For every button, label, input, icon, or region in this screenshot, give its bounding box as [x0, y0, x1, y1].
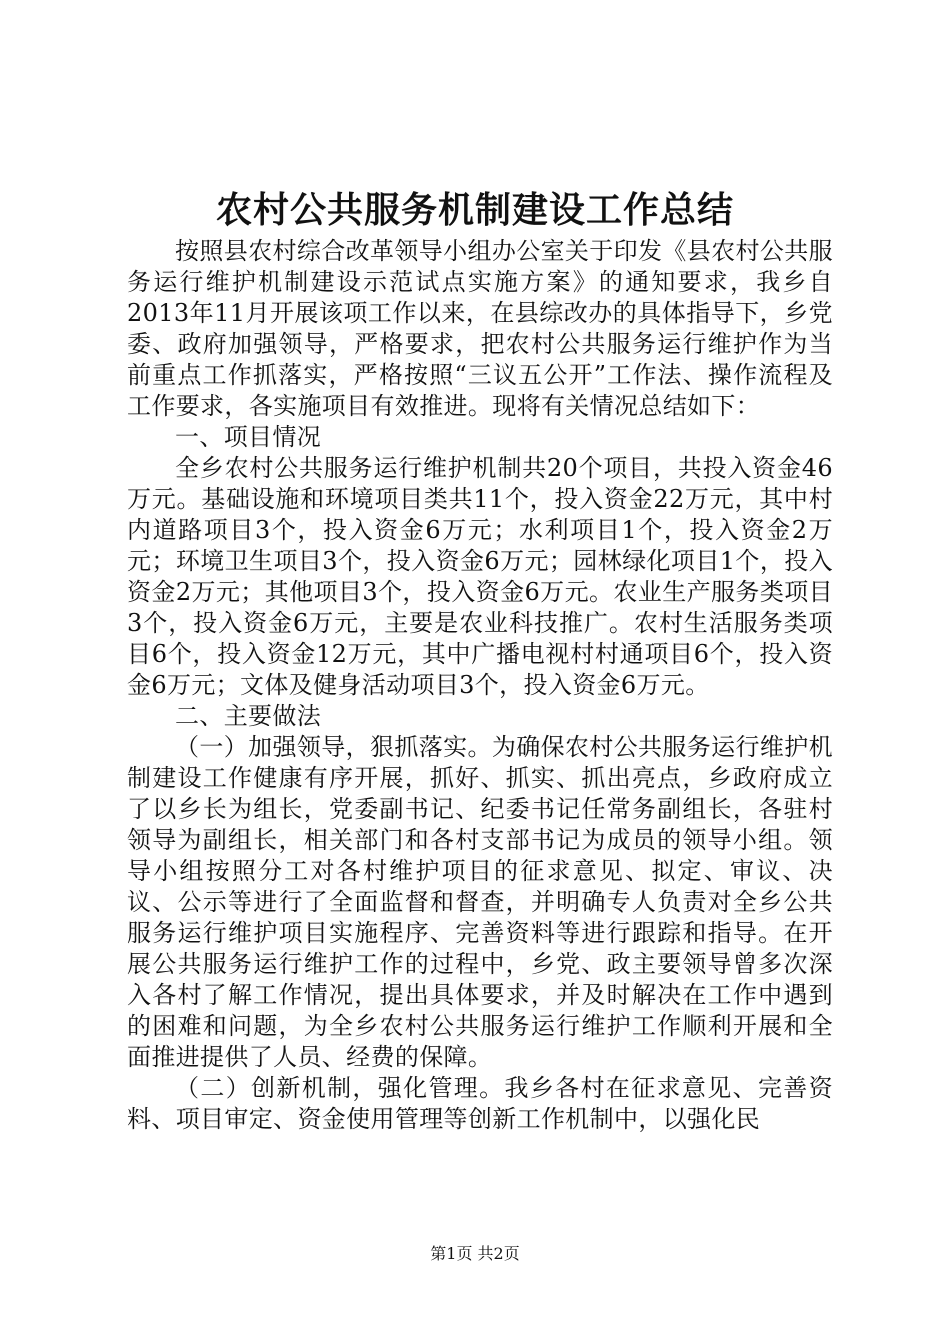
document-body [127, 236, 833, 1135]
section-heading-project-status: 一、项目情况 [175, 423, 322, 451]
page-title: 农村公共服务机制建设工作总结 [215, 189, 734, 231]
section-heading-main-practices: 二、主要做法 [175, 702, 322, 730]
page-footer: 第1页 共2页 [430, 1244, 520, 1263]
practice-one-paragraph: （一）加强领导，狠抓落实。为确保农村公共服务运行维护机制建设工作健康有序开展，抓好、抓实、抓出亮点，乡政府成立了以乡长为组长，党委副书记、纪委书记任常务副组长，各驻村领导为副组长，相关部门和各村支部书记为成员的领导小组。领导小组按照分工对各村维护项目的征求意见、拟定、审议、决议、公示等进行了全面监督和督查，并明确专人负责对全乡公共服务运行维护项目实施程序、完善资料等进行跟踪和指导。在开展公共服务运行维护工作的过程中，乡党、政主要领导曾多次深入各村了解工作情况，提出具体要求，并及时解决在工作中遇到的困难和问题，为全乡农村公共服务运行维护工作顺利开展和全面推进提供了人员、经费的保障。 [127, 733, 833, 1071]
project-status-paragraph: 全乡农村公共服务运行维护机制共20个项目，共投入资金46万元。基础设施和环境项目类共11个，投入资金22万元，其中村内道路项目3个，投入资金6万元；水利项目1个，投入资金2万元；环境卫生项目3个，投入资金6万元；园林绿化项目1个，投入资金2万元；其他项目3个，投入资金6万元。农业生产服务类项目3个，投入资金6万元，主要是农业科技推广。农村生活服务类项目6个，投入资金12万元，其中广播电视村村通项目6个，投入资金6万元；文体及健身活动项目3个，投入资金6万元。 [127, 454, 833, 699]
intro-paragraph: 按照县农村综合改革领导小组办公室关于印发《县农村公共服务运行维护机制建设示范试点实施方案》的通知要求，我乡自2013年11月开展该项工作以来，在县综改办的具体指导下，乡党委、政府加强领导，严格要求，把农村公共服务运行维护作为当前重点工作抓落实，严格按照“三议五公开”工作法、操作流程及工作要求，各实施项目有效推进。现将有关情况总结如下： [127, 237, 833, 420]
practice-two-paragraph: （二）创新机制，强化管理。我乡各村在征求意见、完善资料、项目审定、资金使用管理等创新工作机制中，以强化民 [127, 1074, 833, 1133]
